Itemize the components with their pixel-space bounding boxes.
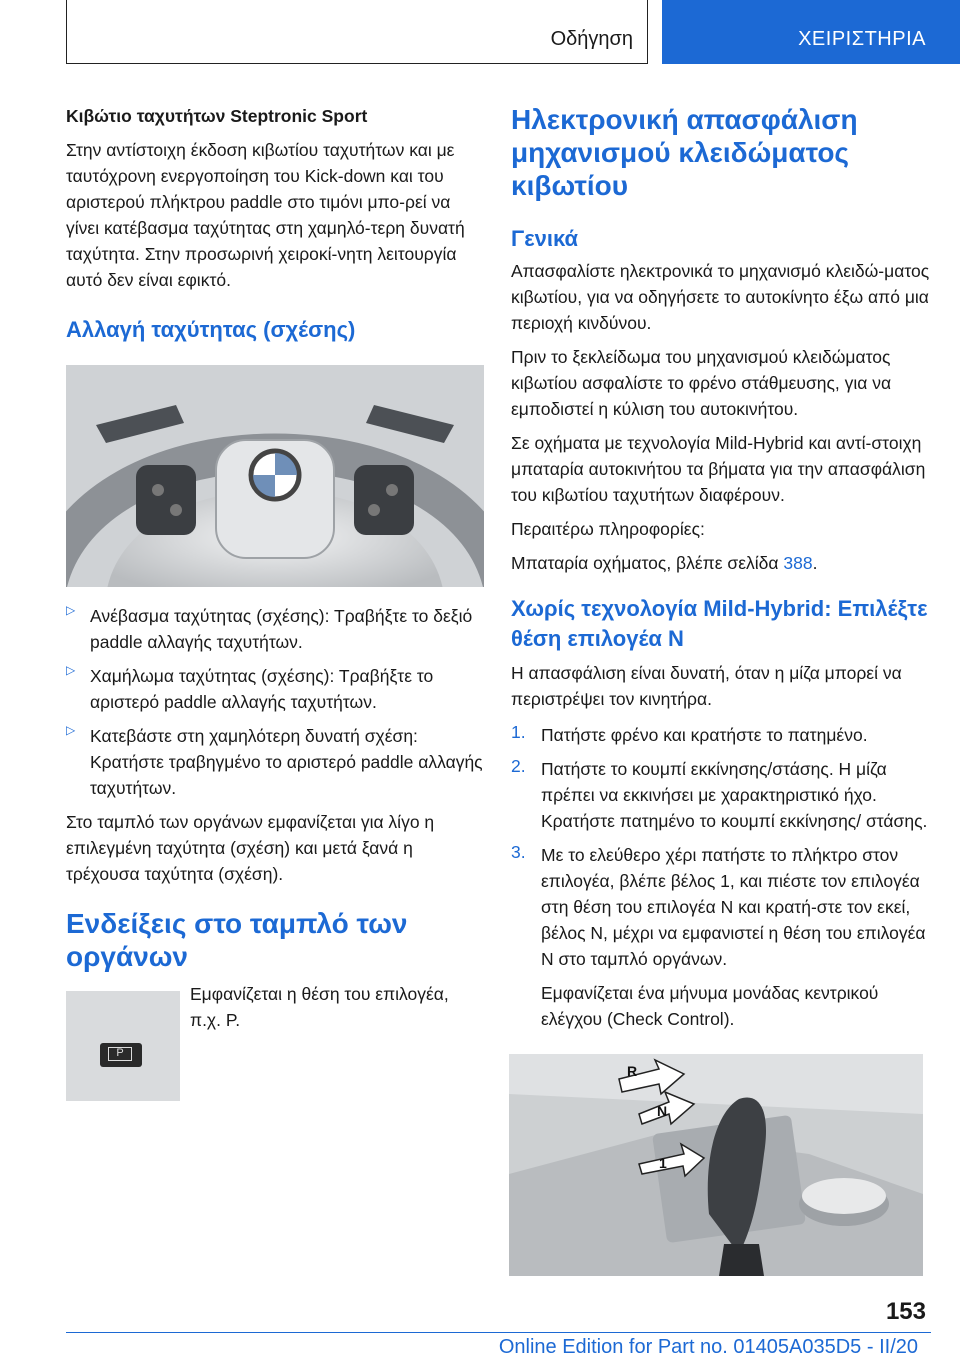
selector-p-label: P	[108, 1047, 132, 1061]
left-column	[66, 100, 484, 1121]
indicator-text: Εμφανίζεται η θέση του επιλογέα, π.χ. P.	[190, 984, 449, 1030]
battery-reference-text: Μπαταρία οχήματος, βλέπε σελίδα	[511, 553, 784, 573]
arrow-label-r: R	[627, 1063, 638, 1079]
more-info-label: Περαιτέρω πληροφορίες:	[511, 519, 705, 539]
triangle-bullet-icon: ▷	[66, 723, 76, 737]
footer-edition: Online Edition for Part no. 01405A035D5 - II/20	[498, 1336, 918, 1358]
steering-wheel-illustration	[66, 365, 484, 587]
indicator-image	[66, 991, 180, 1101]
header-chapter-box	[662, 0, 960, 64]
bullet-text: Κατεβάστε στη χαμηλότερη δυνατή σχέση: Κρατήστε τραβηγμένο το αριστερό paddle αλλαγής ταχυτήτων.	[90, 726, 483, 798]
page-number: 153	[885, 1298, 926, 1325]
gear-selector-image	[509, 1054, 923, 1276]
battery-reference-end: .	[812, 553, 818, 573]
battery-reference	[511, 550, 931, 576]
step-number: 2.	[511, 756, 526, 776]
dash-text: Στο ταμπλό των οργάνων εμφανίζεται για λίγο η επιλεγμένη ταχύτητα (σχέση) και μετά ξανά η τρέχουσα ταχύτητα (σχέση).	[66, 812, 435, 884]
general-paragraph-1: Απασφαλίστε ηλεκτρονικά το μηχανισμό κλειδώ-ματος κιβωτίου, για να οδηγήσετε το αυτοκίνητο έξω από μια περιοχή κινδύνου.	[511, 261, 930, 333]
list-item	[511, 756, 931, 834]
battery-page-link[interactable]: 388	[783, 553, 813, 573]
step-number: 3.	[511, 842, 526, 862]
arrow-label-n: N	[657, 1103, 668, 1119]
list-item	[511, 722, 931, 748]
list-item	[511, 842, 931, 972]
general-heading: Γενικά	[511, 226, 579, 251]
general-paragraph-2: Πριν το ξεκλείδωμα του μηχανισμού κλειδώματος κιβωτίου ασφαλίστε το φρένο στάθμευσης, για να εμποδιστεί η κύλιση του αυτοκινήτου.	[511, 347, 892, 419]
indicator-block	[66, 981, 484, 1121]
steps-list	[511, 722, 931, 1032]
triangle-bullet-icon: ▷	[66, 603, 76, 617]
header-section-title: Οδήγηση	[550, 28, 633, 50]
step-text: Πατήστε φρένο και κρατήστε το πατημένο.	[541, 725, 868, 745]
triangle-bullet-icon: ▷	[66, 663, 76, 677]
gear-bullet-list	[66, 603, 484, 801]
right-column	[511, 100, 931, 1276]
list-item	[66, 723, 484, 801]
indicator-heading: Ενδείξεις στο ταμπλό των οργάνων	[66, 908, 408, 972]
step-number: 1.	[511, 722, 526, 742]
header-section-box	[66, 0, 648, 64]
bullet-text: Χαμήλωμα ταχύτητας (σχέσης): Τραβήξτε το αριστερό paddle αλλαγής ταχυτήτων.	[90, 666, 434, 712]
step-text: Με το ελεύθερο χέρι πατήστε το πλήκτρο στον επιλογέα, βλέπε βέλος 1, και πιέστε τον επιλογέα στη θέση του επιλογέα N και κρατή-στε τον εκεί, βέλος N, μέχρι να εμφανιστεί η θέση του επιλογέα N στο ταμπλό οργάνων.	[541, 845, 926, 969]
list-item	[66, 663, 484, 715]
gear-selector-illustration	[509, 1054, 923, 1276]
steptronic-text: Στην αντίστοιχη έκδοση κιβωτίου ταχυτήτων και με ταυτόχρονη ενεργοποίηση του Kick-down και του αριστερού πλήκτρου paddle στο τιμόνι μπο-ρεί να γίνει κατέβασμα ταχύτητας στη χαμηλό-τερη δυνατή ταχύτητα. Στην προσωρινή χειροκί-νητη λειτουργία αυτό δεν είναι εφικτό.	[66, 140, 465, 290]
selector-p-display	[100, 1043, 142, 1067]
list-item	[66, 603, 484, 655]
general-paragraph-3: Σε οχήματα με τεχνολογία Mild-Hybrid και αντί-στοιχη μπαταρία αυτοκινήτου τα βήματα για την απασφάλιση του κιβωτίου ταχυτήτων διαφέρουν.	[511, 433, 926, 505]
lock-heading: Ηλεκτρονική απασφάλιση μηχανισμού κλειδώματος κιβωτίου	[511, 104, 858, 201]
mild-hybrid-heading: Χωρίς τεχνολογία Mild-Hybrid: Επιλέξτε θέση επιλογέα N	[511, 596, 928, 651]
step-3-extra: Εμφανίζεται ένα μήνυμα μονάδας κεντρικού ελέγχου (Check Control).	[541, 983, 879, 1029]
gear-change-heading: Αλλαγή ταχύτητας (σχέσης)	[66, 317, 356, 342]
bullet-text: Ανέβασμα ταχύτητας (σχέσης): Τραβήξτε το δεξιό paddle αλλαγής ταχυτήτων.	[90, 606, 473, 652]
footer-divider	[66, 1332, 931, 1333]
steptronic-title: Κιβώτιο ταχυτήτων Steptronic Sport	[66, 106, 368, 126]
step-text: Πατήστε το κουμπί εκκίνησης/στάσης. Η μίζα πρέπει να εκκινήσει με χαρακτηριστικό ήχο. Κρατήστε πατημένο το κουμπί εκκίνησης/ στάσης.	[541, 759, 928, 831]
steering-wheel-image	[66, 365, 484, 587]
mild-hybrid-text: Η απασφάλιση είναι δυνατή, όταν η μίζα μπορεί να περιστρέψει τον κινητήρα.	[511, 663, 902, 709]
arrow-label-1: 1	[659, 1155, 667, 1171]
header-chapter-title: ΧΕΙΡΙΣΤΗΡΙΑ	[798, 28, 926, 50]
